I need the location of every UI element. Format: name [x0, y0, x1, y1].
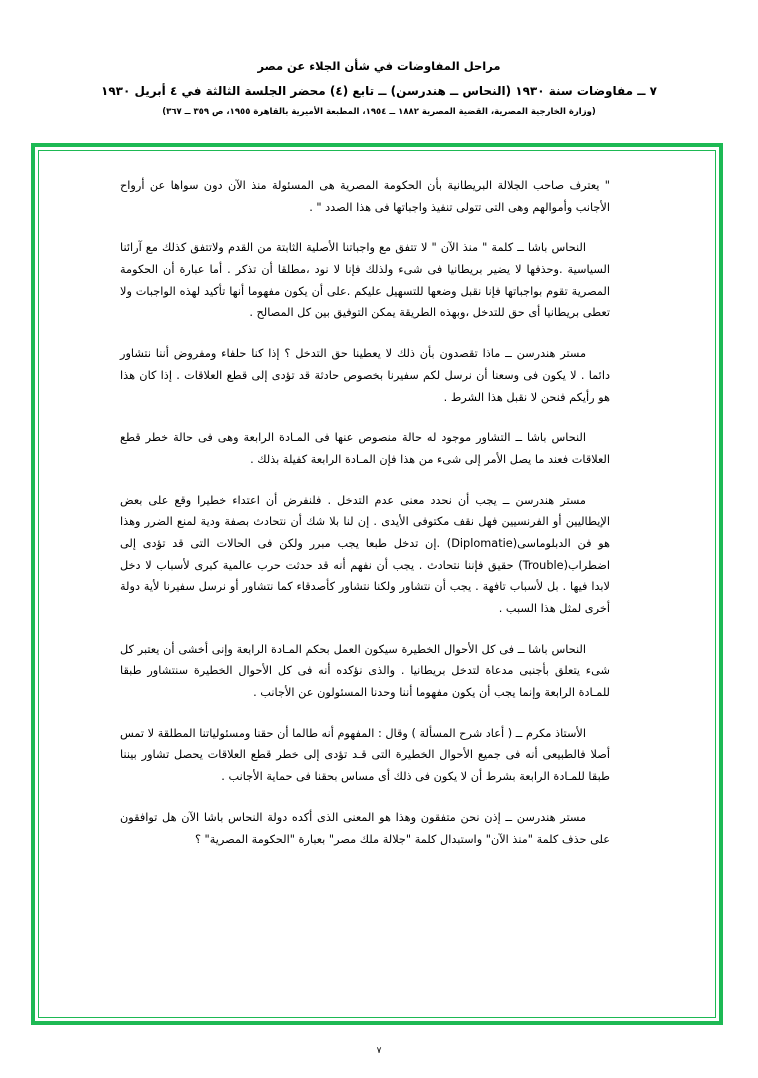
document-subtitle: ٧ ــ مفاوضات سنة ١٩٣٠ (النحاس ــ هندرسن) ــ تابع (٤) محضر الجلسة الثالثة في ٤ أبريل ١٩٣٠ — [101, 84, 657, 99]
paragraph: النحاس باشا ــ فى كل الأحوال الخطيرة سيكون العمل بحكم المـادة الرابعة وإنى أخشى أن يعتبر كل شىء يتعلق بأجنبى مدعاة لتدخل بريطانيا . والذى نؤكده أنه فى كل الأحوال الخطيرة سنتشاور طبقا للمـادة الرابعة وإنما يجب أن يكون مفهوما أننا وحدنا المسئولون عن الأجانب . — [120, 642, 610, 700]
document-source-citation: (وزارة الخارجية المصرية، القضية المصرية ١٨٨٢ ــ ١٩٥٤، المطبعة الأميرية بالقاهرة ١٩٥٥، ص ٣٥٩ ــ ٣٦٧) — [162, 107, 596, 118]
document-body — [120, 175, 610, 869]
paragraph: مستر هندرسن ــ ماذا تقصدون بأن ذلك لا يعطينا حق التدخل ؟ إذا كنا حلفاء ومفروض أننا نتشاور دائما . لا يكون فى وسعنا أن نرسل لكم سفيرنا بخصوص حادثة قد تؤدى إلى قطع العلاقات . إذا كان هذا هو رأيكم فنحن لا نقبل هذا الشرط . — [120, 347, 610, 404]
paragraph: الأستاذ مكرم ــ ( أعاد شرح المسألة ) وقال : المفهوم أنه طالما أن حقنا ومسئولياتنا المطلقة لا تمس أصلا فالطبيعى أنه فى جميع الأحوال الخطيرة التى قـد تؤدى إلى خطر قطع العلاقات يحصل تشاور بيننا طبقا للمـادة الرابعة بشرط أن لا يكون فى ذلك أى مساس بحقنا فى حماية الأجانب . — [120, 726, 610, 784]
paragraph: النحاس باشا ــ التشاور موجود له حالة منصوص عنها فى المـادة الرابعة وهى فى حالة خطر قطع العلاقات فعند ما يصل الأمر إلى شىء من هذا فإن المـادة الرابعة كفيلة بذلك . — [120, 431, 610, 466]
document-title: مراحل المفاوضات في شأن الجلاء عن مصر — [257, 59, 501, 73]
paragraph: النحاس باشا ــ كلمة " منذ الآن " لا تتفق مع واجباتنا الأصلية الثابتة من القدم ولاتتفق كذلك مع آرائنا السياسية .وحذفها لا يضير بريطانيا فى شىء ولذلك فإنا لا نود ،مطلقا أن تذكر . أما عبارة أن الحكومة المصرية تقوم بواجباتها فإنا نقبل وضعها للتسهيل عليكم .على أن يكون مفهوما أنها تأكيد لهذه الواجبات ولا تعطى بريطانيا أى حق للتدخل ،وبهذه الطريقة يمكن التوفيق بين كل المصالح . — [120, 241, 610, 320]
page-number: ٧ — [376, 1046, 382, 1056]
page-header — [0, 0, 758, 119]
paragraph: " يعترف صاحب الجلالة البريطانية بأن الحكومة المصرية هى المسئولة منذ الآن دون سواها عن أرواح الأجانب وأموالهم وهى التى تتولى تنفيذ واجباتها فى هذا الصدد " . — [120, 179, 610, 214]
paragraph: مستر هندرسن ــ يجب أن نحدد معنى عدم التدخل . فلنفرض أن اعتداء خطيرا وقع على بعض الإيطاليين أو الفرنسيين فهل نقف مكتوفى الأيدى . إن لنا بلا شك أن نتحادث بصفة ودية لمنع الضرر وهذا هو فن الدبلوماسى(Diplomatie) .إن تدخل طبعا يجب مبرر ولكن فى الحالات التى قد تؤدى إلى اضطراب(Trouble) حقيق فإننا نتحادث . يجب أن نفهم أنه قد حدثت حرب عالمية كبرى لأسباب لا دخل لابدا فيها . بل لأسباب تافهة . يجب أن نتشاور ولكنا نتشاور كأصدقاء كما نتشاور أو نرسل سفيرنا لأية دولة أخرى لمثل هذا السبب . — [120, 493, 610, 615]
paragraph: مستر هندرسن ــ إذن نحن متفقون وهذا هو المعنى الذى أكده دولة النحاس باشا الآن هل توافقون على حذف كلمة "منذ الآن" واستبدال كلمة "جلالة ملك مصر" بعبارة "الحكومة المصرية" ؟ — [120, 810, 610, 846]
